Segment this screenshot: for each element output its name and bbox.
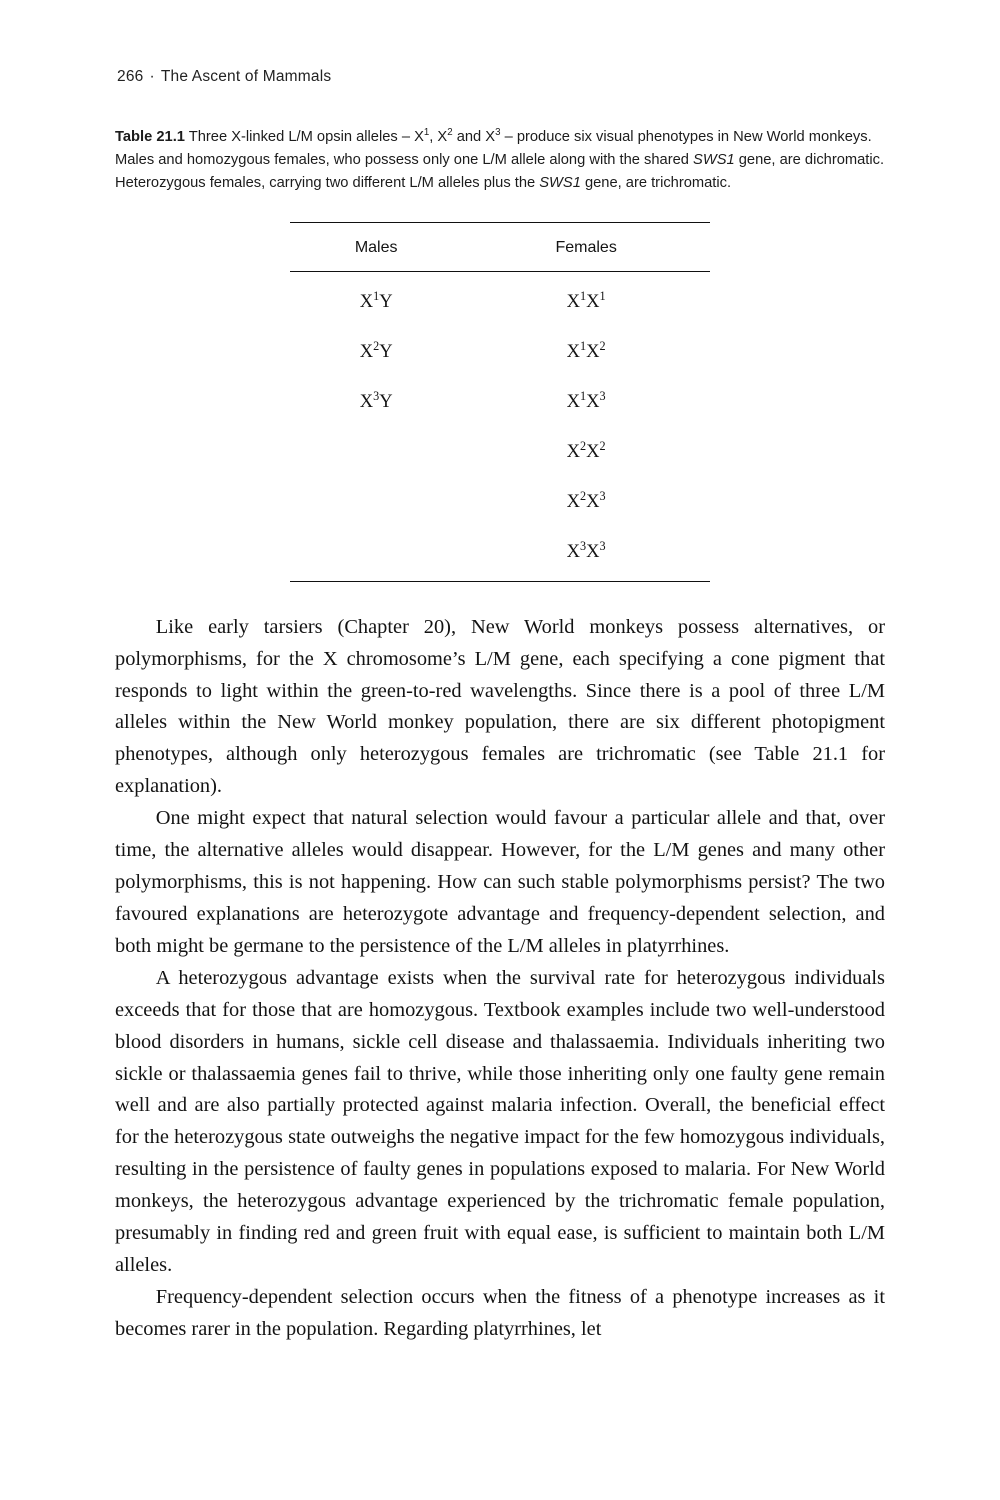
table-caption-italic-2: SWS1 [539,175,581,192]
table-caption-text-6: gene, are trichromatic. [580,175,732,192]
genotype-base: X [586,391,600,412]
genotype-superscript: 3 [580,538,587,553]
running-head [117,68,885,86]
genotype-superscript: 3 [599,488,606,503]
table-row [290,327,710,377]
paragraph: Frequency-dependent selection occurs when the fitness of a phenotype increases as it becomes rarer in the population. Regarding platyrrhines, let [115,1286,885,1340]
cell-male [290,271,462,327]
cell-female [462,477,710,527]
table-caption-label: Table 21.1 [115,129,185,145]
genotype-base: X [586,441,600,462]
cell-female [462,271,710,327]
table-caption [115,126,885,196]
cell-female [462,327,710,377]
genotype-superscript: 2 [580,438,587,453]
genotype-tail: Y [379,341,393,362]
genotype-base: X [359,391,374,412]
book-title: The Ascent of Mammals [160,68,332,85]
genotype-superscript: 3 [599,538,606,553]
cell-female [462,527,710,581]
genotype-base: X [566,291,581,312]
genotype-base: X [566,541,581,562]
phenotype-table [290,222,710,582]
genotype-base: X [566,341,581,362]
table-header [290,222,710,271]
table-row [290,527,710,581]
table-caption-text-5: gene, are dichromatic. Heterozygous females, carrying two different L/M alleles plus the [115,152,885,192]
table-row [290,271,710,327]
genotype-superscript: 3 [599,388,606,403]
table-caption-text-4: – produce six visual phenotypes in New World monkeys. Males and homozygous females, who possess only one L/M allele along with the shared [115,129,872,169]
body-text [115,612,885,1346]
genotype-base: X [566,491,581,512]
genotype-base: X [586,341,600,362]
table-caption-text-2: , X [429,129,448,145]
genotype-superscript: 1 [599,288,606,303]
page-number: 266 [117,68,144,85]
table-body [290,271,710,581]
genotype-superscript: 1 [580,388,587,403]
genotype-base: X [586,491,600,512]
genotype-superscript: 1 [580,338,587,353]
cell-male [290,377,462,427]
table-caption-sup-3: 3 [495,127,501,139]
genotype-tail: Y [379,391,393,412]
genotype-superscript: 2 [599,338,606,353]
table-row [290,477,710,527]
genotype-superscript: 2 [599,438,606,453]
table-caption-sup-2: 2 [447,127,453,139]
genotype-base: X [586,541,600,562]
table-caption-italic-1: SWS1 [693,152,735,169]
table-header-row [290,222,710,271]
paragraph: One might expect that natural selection would favour a particular allele and that, over time, the alternative alleles would disappear. However, for the L/M genes and many other polymorphisms, this is not happening. How can such stable polymorphisms persist? The two favoured explanations are heterozygote advantage and frequency-dependent selection, and both might be germane to the persistence of the L/M alleles in platyrrhines. [115,807,885,957]
paragraph: Like early tarsiers (Chapter 20), New World monkeys possess alternatives, or polymorphisms, for the X chromosome’s L/M gene, each specifying a cone pigment that responds to light within the green-to-red wavelengths. Since there is a pool of three L/M alleles within the New World monkey population, there are six different photopigment phenotypes, although only heterozygous females are trichromatic (see Table 21.1 for explanation). [115,615,885,798]
genotype-tail: Y [379,291,393,312]
genotype-superscript: 2 [580,488,587,503]
cell-female [462,377,710,427]
column-header-males: Males [290,222,462,271]
genotype-base: X [566,391,581,412]
paragraph: A heterozygous advantage exists when the survival rate for heterozygous individuals exceeds that for those that are homozygous. Textbook examples include two well-understood blood disorders in humans, sickle cell disease and thalassaemia. Individuals inheriting two sickle or thalassaemia genes fail to thrive, while those inheriting only one faulty gene remain well and are also partially protected against malaria infection. Overall, the beneficial effect for the heterozygous state outweighs the negative impact for the few homozygous individuals, resulting in the persistence of faulty genes in populations exposed to malaria. For New World monkeys, the heterozygous advantage experienced by the trichromatic female population, presumably in finding red and green fruit with equal ease, is sufficient to maintain both L/M alleles. [115,966,885,1277]
genotype-superscript: 2 [373,338,380,353]
table-row [290,377,710,427]
genotype-base: X [359,291,374,312]
column-header-females: Females [462,222,710,271]
cell-female [462,427,710,477]
genotype-base: X [566,441,581,462]
genotype-base: X [359,341,374,362]
cell-male [290,327,462,377]
table-caption-text-3: and X [452,129,496,145]
table-caption-text-1: Three X-linked L/M opsin alleles – X [184,129,424,145]
genotype-superscript: 3 [373,388,380,403]
genotype-base: X [586,291,600,312]
phenotype-table-wrapper [290,222,710,582]
genotype-superscript: 1 [580,288,587,303]
running-head-separator: · [149,68,155,85]
table-caption-sup-1: 1 [423,127,430,139]
genotype-superscript: 1 [373,288,380,303]
table-row [290,427,710,477]
